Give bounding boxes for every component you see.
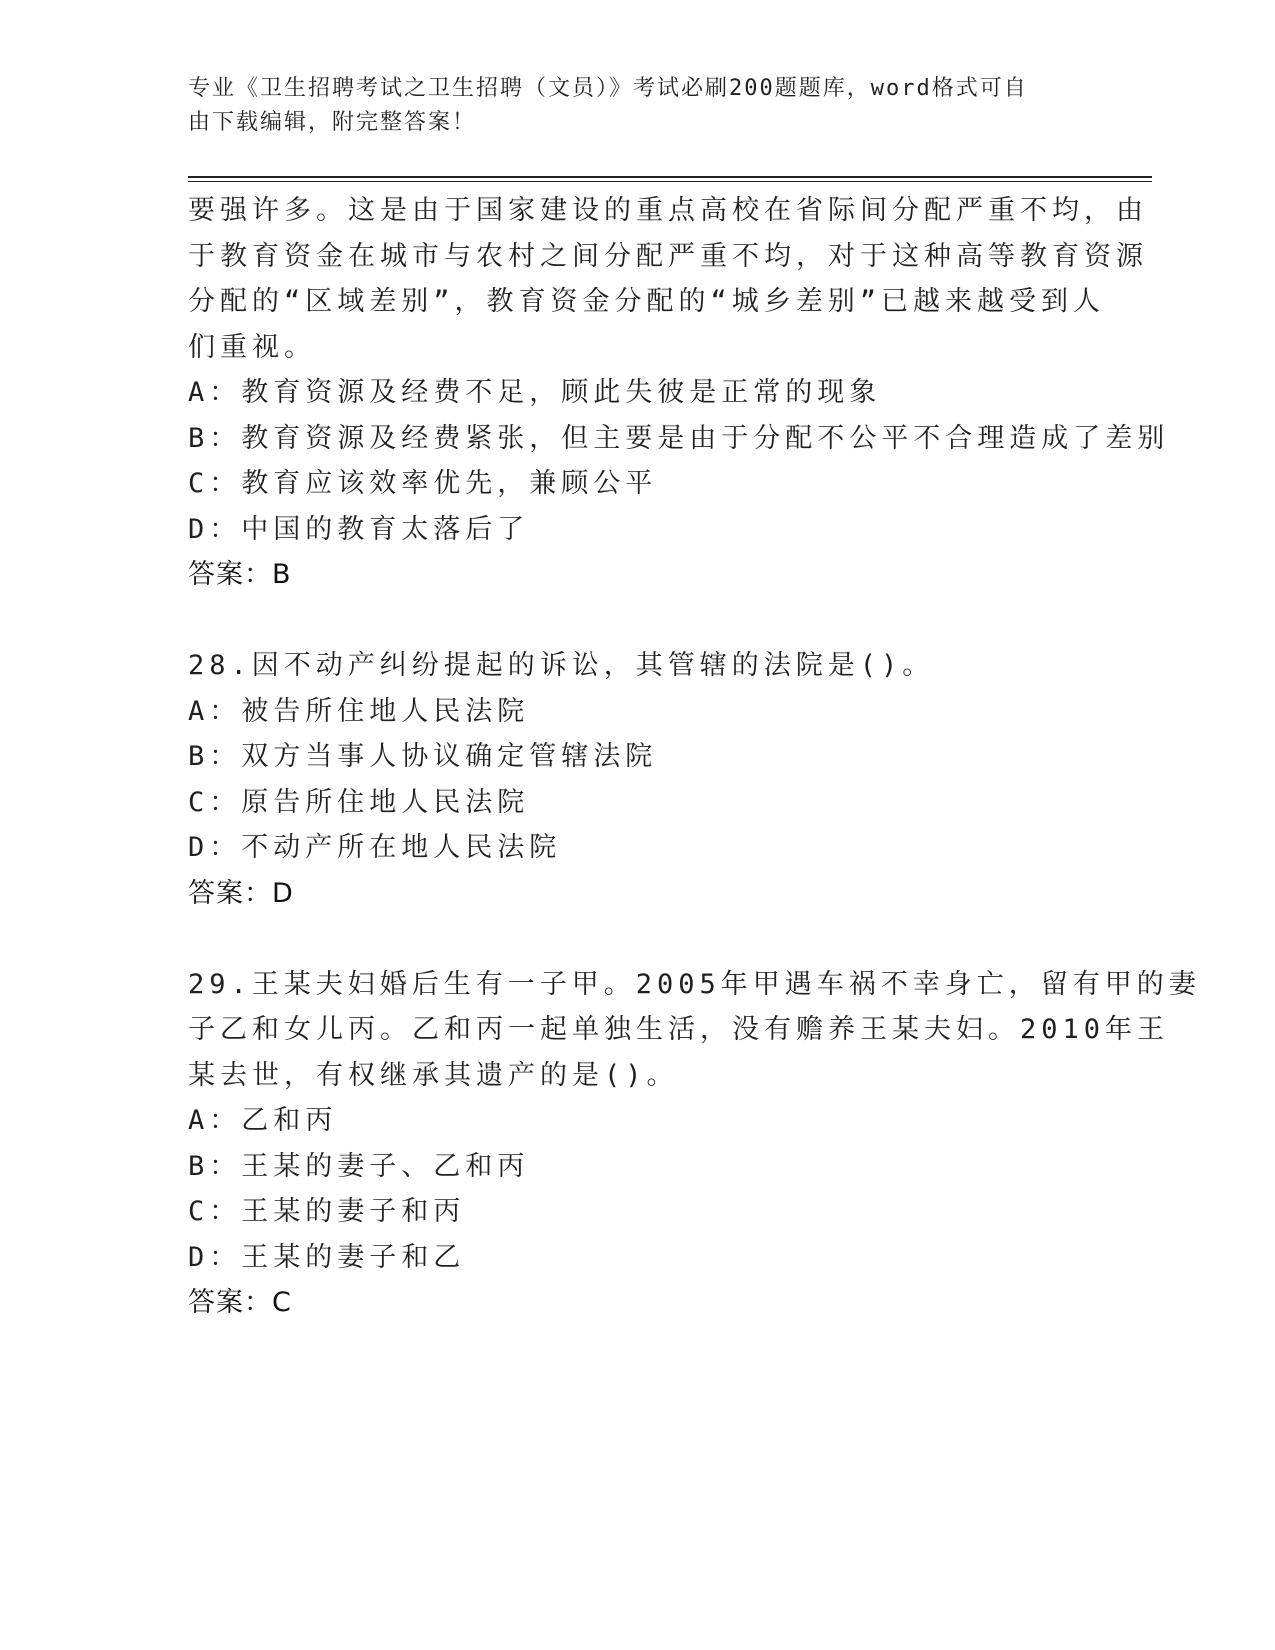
option-d: D：王某的妻子和乙 bbox=[188, 1241, 466, 1273]
answer-line: 答案：D bbox=[188, 877, 294, 909]
question-stem-line: 分配的“区域差别”，教育资金分配的“城乡差别”已越来越受到人 bbox=[188, 286, 1106, 317]
answer-line: 答案：C bbox=[188, 1287, 292, 1318]
option-c: C：教育应该效率优先，兼顾公平 bbox=[188, 468, 658, 499]
header-title-line-1: 专业《卫生招聘考试之卫生招聘（文员）》考试必刷200题题库，word格式可自 bbox=[188, 76, 1028, 101]
header-divider-thick bbox=[188, 176, 1152, 178]
spacer bbox=[188, 916, 1088, 962]
question-stem-line: 29.王某夫妇婚后生有一子甲。2005年甲遇车祸不幸身亡，留有甲的妻 bbox=[188, 968, 1201, 1000]
question-stem-line: 28.因不动产纠纷提起的诉讼，其管辖的法院是()。 bbox=[188, 650, 935, 681]
question-stem-line: 于教育资金在城市与农村之间分配严重不均，对于这种高等教育资源 bbox=[188, 240, 1148, 272]
option-c: C：原告所住地人民法院 bbox=[188, 786, 530, 818]
option-c: C：王某的妻子和丙 bbox=[188, 1196, 466, 1227]
option-b: B：王某的妻子、乙和丙 bbox=[188, 1150, 530, 1182]
question-29 bbox=[188, 962, 1201, 1326]
option-a: A：教育资源及经费不足，顾此失彼是正常的现象 bbox=[188, 377, 882, 408]
option-d: D：中国的教育太落后了 bbox=[188, 513, 530, 545]
option-a: A：乙和丙 bbox=[188, 1105, 338, 1136]
option-b: B：双方当事人协议确定管辖法院 bbox=[188, 741, 658, 772]
option-d: D：不动产所在地人民法院 bbox=[188, 832, 562, 863]
header-divider-thin bbox=[188, 181, 1152, 182]
page-header bbox=[188, 72, 1068, 140]
question-stem-line: 们重视。 bbox=[188, 331, 316, 363]
question-27-continuation bbox=[188, 188, 1170, 598]
answer-line: 答案：B bbox=[188, 559, 292, 590]
question-stem-line: 子乙和女儿丙。乙和丙一起单独生活，没有赡养王某夫妇。2010年王 bbox=[188, 1014, 1170, 1045]
document-body bbox=[188, 188, 1201, 1326]
option-a: A：被告所住地人民法院 bbox=[188, 695, 530, 727]
question-stem-line: 要强许多。这是由于国家建设的重点高校在省际间分配严重不均，由 bbox=[188, 195, 1148, 226]
question-stem-line: 某去世，有权继承其遗产的是()。 bbox=[188, 1059, 679, 1091]
option-b: B：教育资源及经费紧张，但主要是由于分配不公平不合理造成了差别 bbox=[188, 422, 1170, 454]
header-title-line-2: 由下载编辑，附完整答案！ bbox=[188, 110, 477, 135]
spacer bbox=[188, 598, 1088, 644]
question-28 bbox=[188, 643, 1088, 916]
